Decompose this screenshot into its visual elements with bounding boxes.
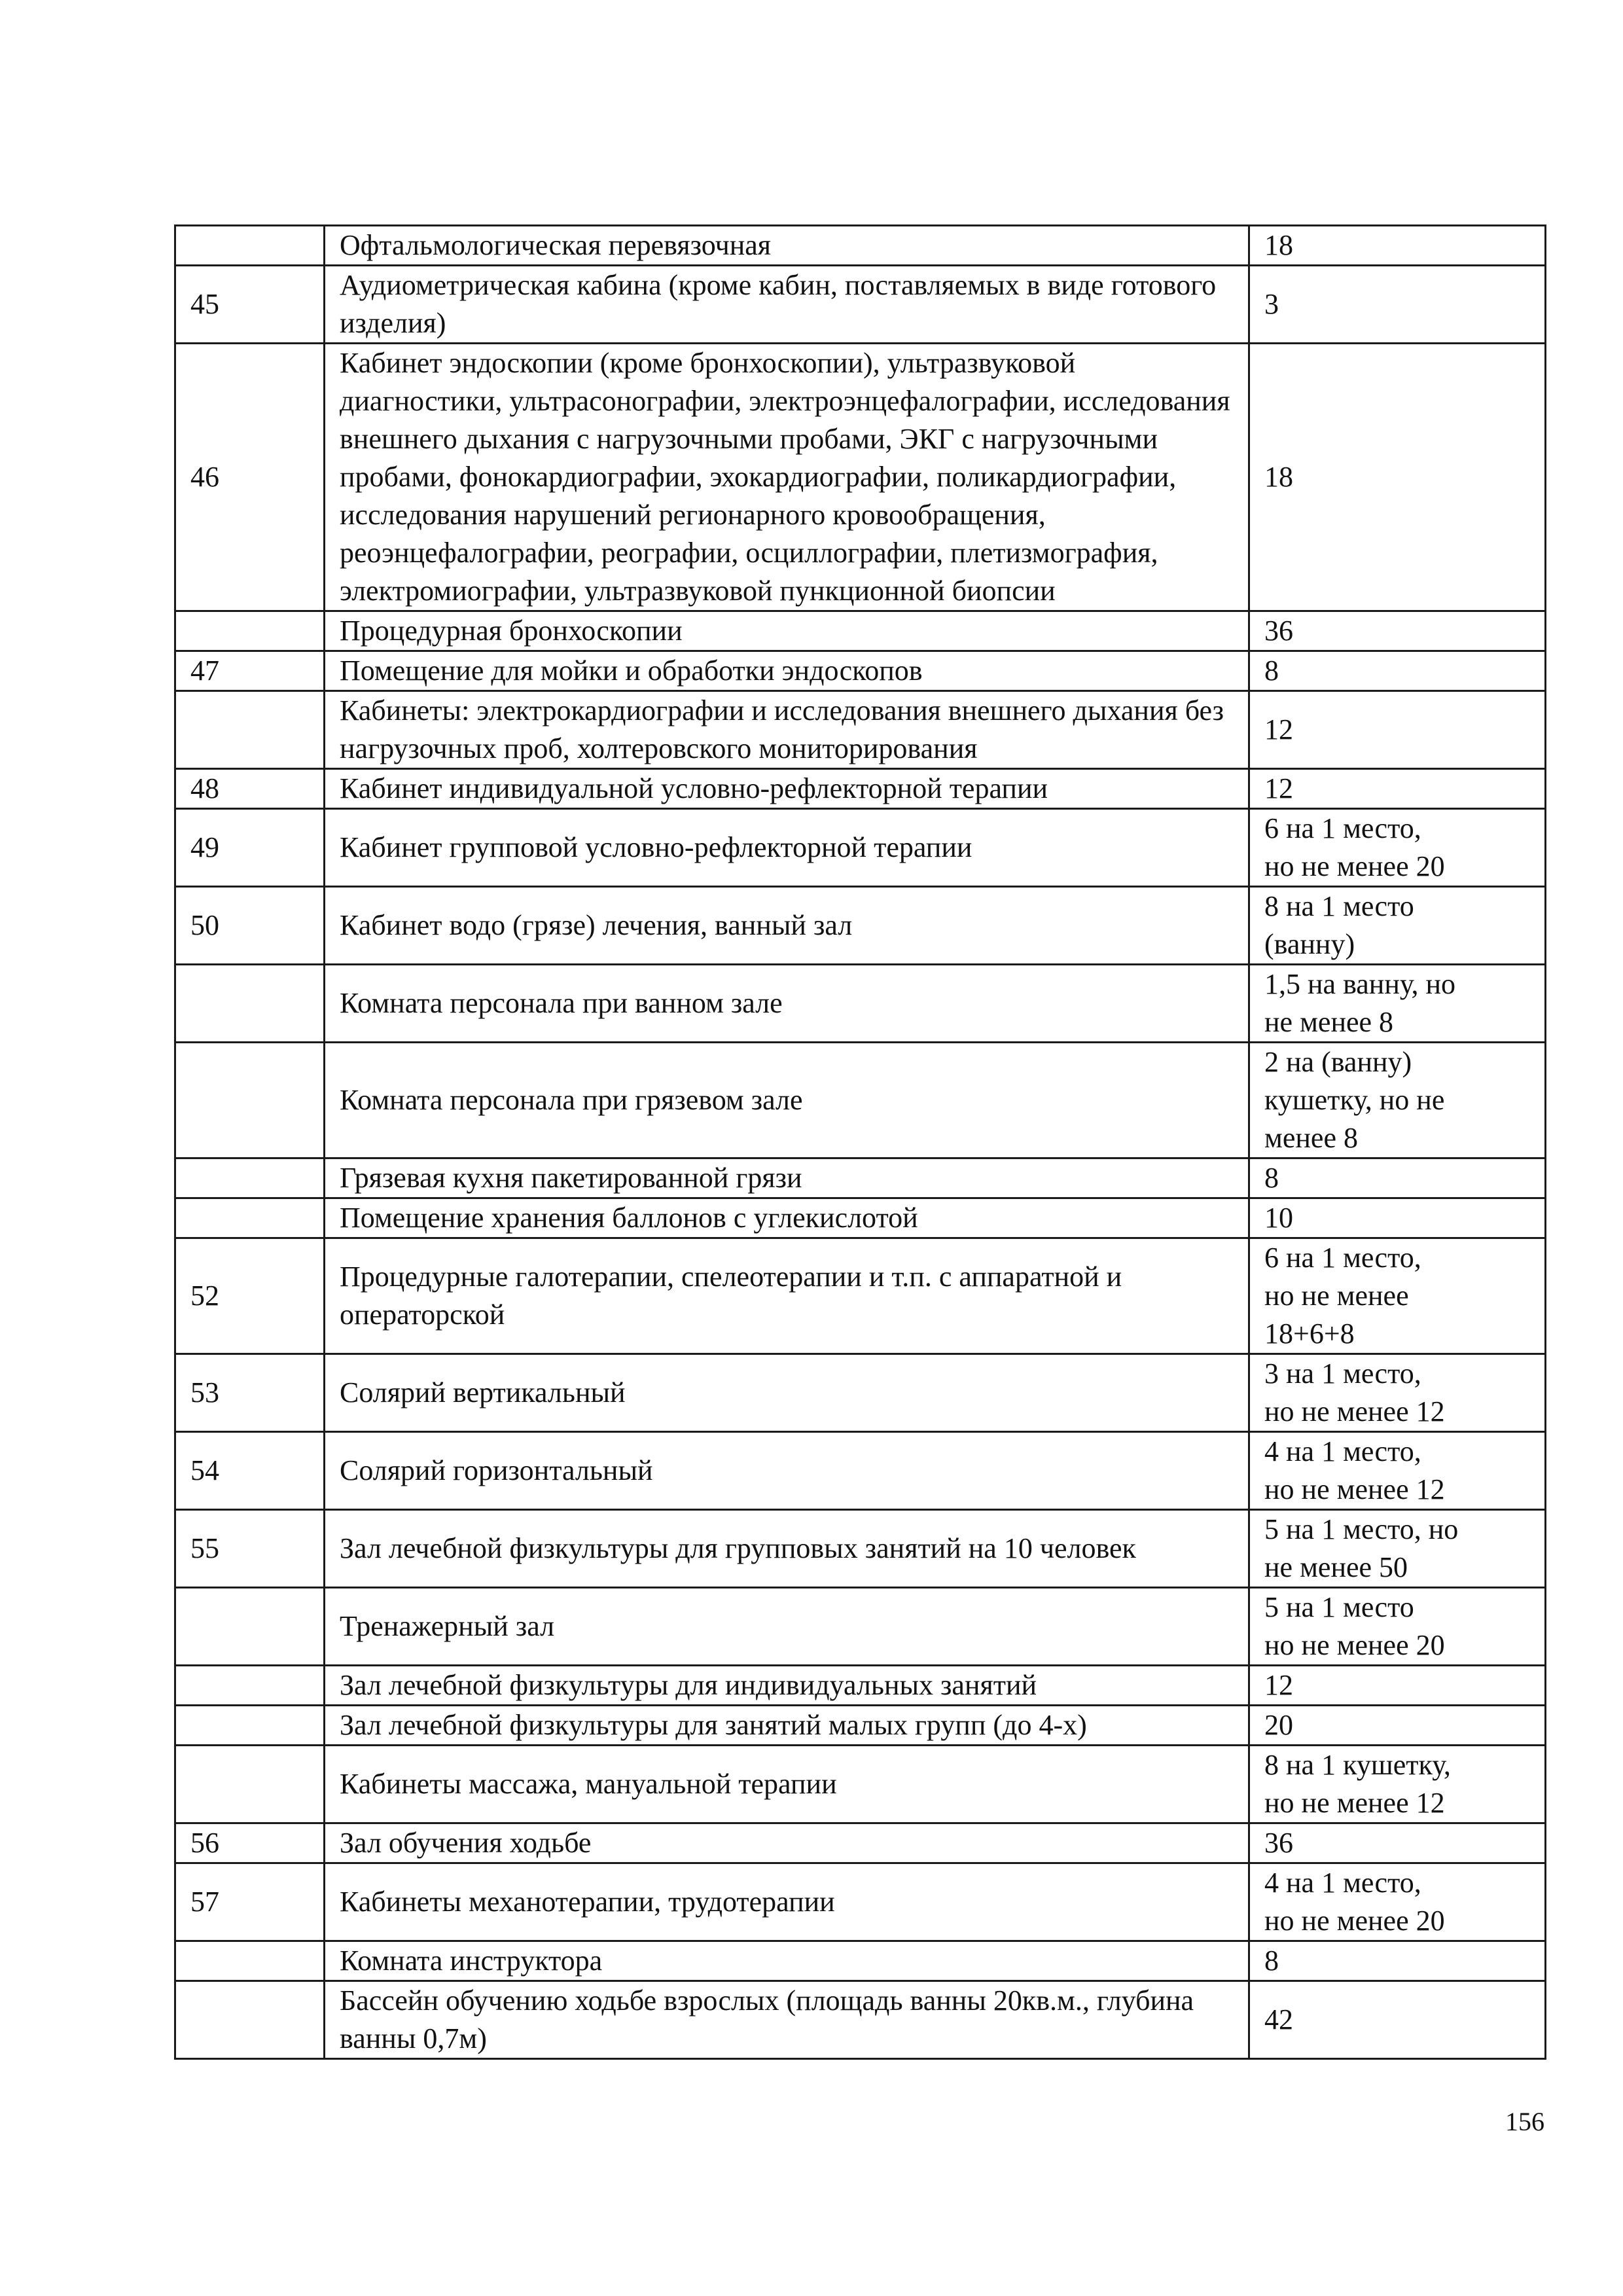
area-value: 6 на 1 место, но не менее 20 [1249, 809, 1546, 887]
row-number: 45 [175, 266, 325, 344]
room-name: Кабинеты: электрокардиографии и исследования внешнего дыхания без нагрузочных проб, холтеровского мониторирования [325, 691, 1249, 769]
area-value: 36 [1249, 1823, 1546, 1863]
row-number [175, 1981, 325, 2059]
table-row [175, 344, 1546, 611]
table-row [175, 611, 1546, 651]
row-number [175, 1158, 325, 1198]
table-row [175, 1510, 1546, 1588]
room-name: Кабинеты массажа, мануальной терапии [325, 1746, 1249, 1823]
area-value: 18 [1249, 226, 1546, 266]
row-number [175, 1941, 325, 1981]
row-number [175, 965, 325, 1043]
room-name: Зал лечебной физкультуры для индивидуальных занятий [325, 1666, 1249, 1706]
room-name: Процедурные галотерапии, спелеотерапии и т.п. с аппаратной и операторской [325, 1238, 1249, 1354]
table-row [175, 1043, 1546, 1158]
table-row [175, 887, 1546, 965]
table-row [175, 1354, 1546, 1432]
row-number: 53 [175, 1354, 325, 1432]
table-row [175, 1746, 1546, 1823]
row-number: 55 [175, 1510, 325, 1588]
area-value: 42 [1249, 1981, 1546, 2059]
row-number [175, 1198, 325, 1238]
rooms-area-table [174, 224, 1546, 2060]
area-value: 8 на 1 место (ванну) [1249, 887, 1546, 965]
room-name: Комната персонала при ванном зале [325, 965, 1249, 1043]
table-row [175, 1863, 1546, 1941]
area-value: 3 на 1 место, но не менее 12 [1249, 1354, 1546, 1432]
table-row [175, 1198, 1546, 1238]
room-name: Помещение для мойки и обработки эндоскопов [325, 651, 1249, 691]
page-number: 156 [1505, 2107, 1544, 2136]
row-number: 52 [175, 1238, 325, 1354]
area-value: 20 [1249, 1706, 1546, 1746]
row-number [175, 691, 325, 769]
room-name: Комната персонала при грязевом зале [325, 1043, 1249, 1158]
area-value: 36 [1249, 611, 1546, 651]
row-number [175, 1706, 325, 1746]
row-number: 48 [175, 769, 325, 809]
table-row [175, 1823, 1546, 1863]
table-row [175, 1981, 1546, 2059]
room-name: Кабинет эндоскопии (кроме бронхоскопии), ультразвуковой диагностики, ультрасонографии, электроэнцефалографии, исследования внешнего дыхания с нагрузочными пробами, ЭКГ с нагрузочными пробами, фонокардиографии, эхокардиографии, поликардиографии, исследования нарушений регионарного кровообращения, реоэнцефалографии, реографии, осциллографии, плетизмография, электромиографии, ультразвуковой пункционной биопсии [325, 344, 1249, 611]
row-number [175, 1746, 325, 1823]
row-number [175, 611, 325, 651]
table-row [175, 1238, 1546, 1354]
room-name: Кабинет групповой условно-рефлекторной терапии [325, 809, 1249, 887]
room-name: Зал лечебной физкультуры для занятий малых групп (до 4-х) [325, 1706, 1249, 1746]
row-number: 49 [175, 809, 325, 887]
area-value: 8 на 1 кушетку, но не менее 12 [1249, 1746, 1546, 1823]
area-value: 5 на 1 место но не менее 20 [1249, 1588, 1546, 1666]
room-name: Помещение хранения баллонов с углекислотой [325, 1198, 1249, 1238]
room-name: Кабинет водо (грязе) лечения, ванный зал [325, 887, 1249, 965]
row-number: 54 [175, 1432, 325, 1510]
row-number: 56 [175, 1823, 325, 1863]
table-row [175, 1432, 1546, 1510]
table-row [175, 809, 1546, 887]
room-name: Зал обучения ходьбе [325, 1823, 1249, 1863]
area-value: 18 [1249, 344, 1546, 611]
table-row [175, 1941, 1546, 1981]
room-name: Аудиометрическая кабина (кроме кабин, поставляемых в виде готового изделия) [325, 266, 1249, 344]
area-value: 8 [1249, 651, 1546, 691]
table-row [175, 691, 1546, 769]
room-name: Офтальмологическая перевязочная [325, 226, 1249, 266]
table-row [175, 266, 1546, 344]
area-value: 6 на 1 место, но не менее 18+6+8 [1249, 1238, 1546, 1354]
area-value: 12 [1249, 691, 1546, 769]
table-row [175, 1666, 1546, 1706]
room-name: Тренажерный зал [325, 1588, 1249, 1666]
room-name: Бассейн обучению ходьбе взрослых (площадь ванны 20кв.м., глубина ванны 0,7м) [325, 1981, 1249, 2059]
area-value: 4 на 1 место, но не менее 12 [1249, 1432, 1546, 1510]
area-value: 10 [1249, 1198, 1546, 1238]
table-row [175, 226, 1546, 266]
area-value: 8 [1249, 1941, 1546, 1981]
table-row [175, 1706, 1546, 1746]
room-name: Кабинеты механотерапии, трудотерапии [325, 1863, 1249, 1941]
row-number: 47 [175, 651, 325, 691]
row-number: 50 [175, 887, 325, 965]
room-name: Процедурная бронхоскопии [325, 611, 1249, 651]
area-value: 2 на (ванну) кушетку, но не менее 8 [1249, 1043, 1546, 1158]
area-value: 5 на 1 место, но не менее 50 [1249, 1510, 1546, 1588]
room-name: Грязевая кухня пакетированной грязи [325, 1158, 1249, 1198]
row-number [175, 226, 325, 266]
area-value: 3 [1249, 266, 1546, 344]
area-value: 12 [1249, 1666, 1546, 1706]
area-value: 12 [1249, 769, 1546, 809]
table-row [175, 1158, 1546, 1198]
row-number [175, 1588, 325, 1666]
row-number [175, 1666, 325, 1706]
row-number: 46 [175, 344, 325, 611]
area-value: 4 на 1 место, но не менее 20 [1249, 1863, 1546, 1941]
room-name: Кабинет индивидуальной условно-рефлекторной терапии [325, 769, 1249, 809]
row-number [175, 1043, 325, 1158]
area-value: 8 [1249, 1158, 1546, 1198]
table-row [175, 1588, 1546, 1666]
room-name: Зал лечебной физкультуры для групповых занятий на 10 человек [325, 1510, 1249, 1588]
room-name: Солярий горизонтальный [325, 1432, 1249, 1510]
table-row [175, 965, 1546, 1043]
row-number: 57 [175, 1863, 325, 1941]
room-name: Солярий вертикальный [325, 1354, 1249, 1432]
table-row [175, 769, 1546, 809]
area-value: 1,5 на ванну, но не менее 8 [1249, 965, 1546, 1043]
room-name: Комната инструктора [325, 1941, 1249, 1981]
table-row [175, 651, 1546, 691]
